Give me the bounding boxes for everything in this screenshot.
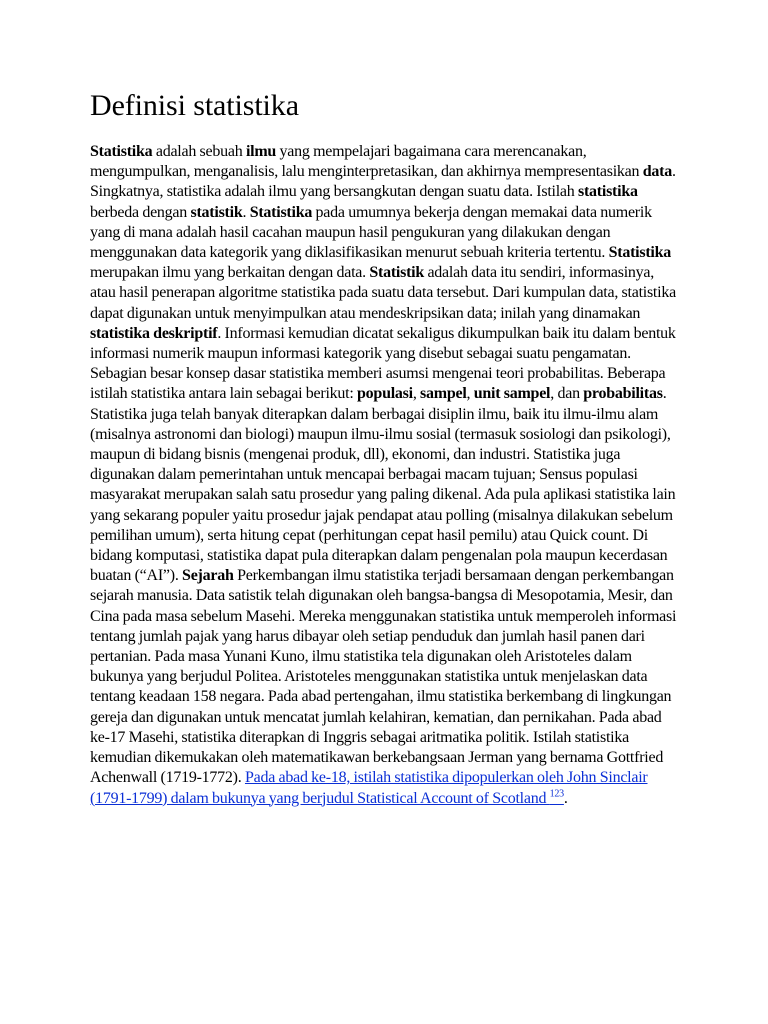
term-statistika-deskriptif: statistika deskriptif	[90, 324, 218, 342]
text-run: ,	[412, 385, 421, 403]
term-statistika: Statistika	[608, 244, 672, 262]
term-statistika: Statistika	[249, 203, 313, 221]
text-run: ,	[466, 385, 474, 403]
text-run: , dan	[550, 385, 584, 403]
term-sampel: sampel	[420, 385, 467, 403]
text-run: Perkembangan ilmu statistika terjadi bersamaan dengan perkembangan sejarah manusia. Data satistik telah digunakan oleh bangsa-bangsa di Mesopotamia, Mesir, dan Cina pada masa sebelum Masehi. Mereka menggunakan statistika untuk memperoleh informasi tentang jumlah pajak yang harus dibayar oleh setiap penduduk dan jumlah hasil panen dari pertanian. Pada masa Yunani Kuno, ilmu statistika tela digunakan oleh Aristoteles dalam bukunya yang berjudul Politea. Aristoteles menggunakan statistika untuk menjelaskan data tentang keadaan 158 negara. Pada abad pertengahan, ilmu statistika berkembang di lingkungan gereja dan digunakan untuk mencatat jumlah kelahiran, kematian, dan pernikahan. Pada abad ke-17 Masehi, statistika diterapkan di Inggris sebagai aritmatika politik. Istilah statistika kemudian dikemukakan oleh matematikawan berkebangsaan Jerman yang bernama Gottfried Achenwall (1719-1772).	[90, 567, 677, 787]
text-run: .	[242, 203, 250, 221]
page-title: Definisi statistika	[90, 89, 299, 122]
term-probabilitas: probabilitas	[583, 385, 663, 403]
term-unit-sampel: unit sampel	[473, 385, 551, 403]
text-run: adalah sebuah	[152, 143, 246, 160]
text-run: . Informasi kemudian dicatat sekaligus dikumpulkan baik itu dalam bentuk informasi numerik maupun informasi kategorik yang disebut sebagai suatu pengamatan. Sebagian besar konsep dasar statistika memberi asumsi mengenai teori probabilitas. Beberapa istilah statistika antara lain sebagai berikut:	[90, 324, 676, 403]
footnote-marker: 123	[549, 788, 564, 800]
text-run: . Statistika juga telah banyak diterapkan dalam berbagai disiplin ilmu, baik itu ilmu-ilmu alam (misalnya astronomi dan biologi) maupun ilmu-ilmu sosial (termasuk sosiologi dan psikologi), maupun di bidang bisnis (mengenai produk, dll), ekonomi, dan industri. Statistika juga digunakan dalam pemerintahan untuk mencapai berbagai macam tujuan; Sensus populasi masyarakat merupakan salah satu prosedur yang paling dikenal. Ada pula aplikasi statistika lain yang sekarang populer yaitu prosedur jajak pendapat atau polling (misalnya dilakukan sebelum pemilihan umum), serta hitung cepat (perhitungan cepat hasil pemilu) atau Quick count. Di bidang komputasi, statistika dapat pula diterapkan dalam pengenalan pola maupun kecerdasan buatan (“AI”).	[90, 385, 676, 585]
term-statistik: statistik	[190, 203, 243, 221]
text-run: yang mempelajari bagaimana cara merencanakan, mengumpulkan, menganalisis, lalu menginterpretasikan, dan akhirnya mempresentasikan	[90, 143, 643, 181]
term-statistik: Statistik	[369, 264, 424, 282]
text-run: .	[563, 789, 568, 807]
text-run: adalah data itu sendiri, informasinya, atau hasil penerapan algoritme statistika pada suatu data tersebut. Dari kumpulan data, statistika dapat digunakan untuk menyimpulkan atau mendeskripsikan data; inilah yang dinamakan	[90, 264, 676, 322]
text-run: merupakan ilmu yang berkaitan dengan data.	[90, 264, 370, 282]
term-statistika: statistika	[578, 183, 638, 201]
term-sejarah: Sejarah	[182, 567, 234, 585]
term-populasi: populasi	[357, 385, 413, 403]
term-statistika: Statistika	[90, 143, 153, 160]
term-ilmu: ilmu	[245, 143, 277, 160]
text-run: pada umumnya bekerja dengan memakai data numerik yang di mana adalah hasil cacahan maupun hasil pengukuran yang dilakukan dengan menggunakan data kategorik yang diklasifikasikan menurut sebuah kriteria tertentu.	[90, 203, 652, 262]
document-page	[90, 88, 680, 809]
reference-link-text: Pada abad ke-18, istilah statistika dipopulerkan oleh John Sinclair (1791-1799) dalam bukunya yang berjudul Statistical Account of Scotland	[90, 769, 648, 807]
term-data: data	[642, 163, 672, 181]
text-run: . Singkatnya, statistika adalah ilmu yang bersangkutan dengan suatu data. Istilah	[90, 163, 676, 201]
text-run: berbeda dengan	[90, 203, 191, 221]
body-paragraph	[90, 142, 680, 809]
